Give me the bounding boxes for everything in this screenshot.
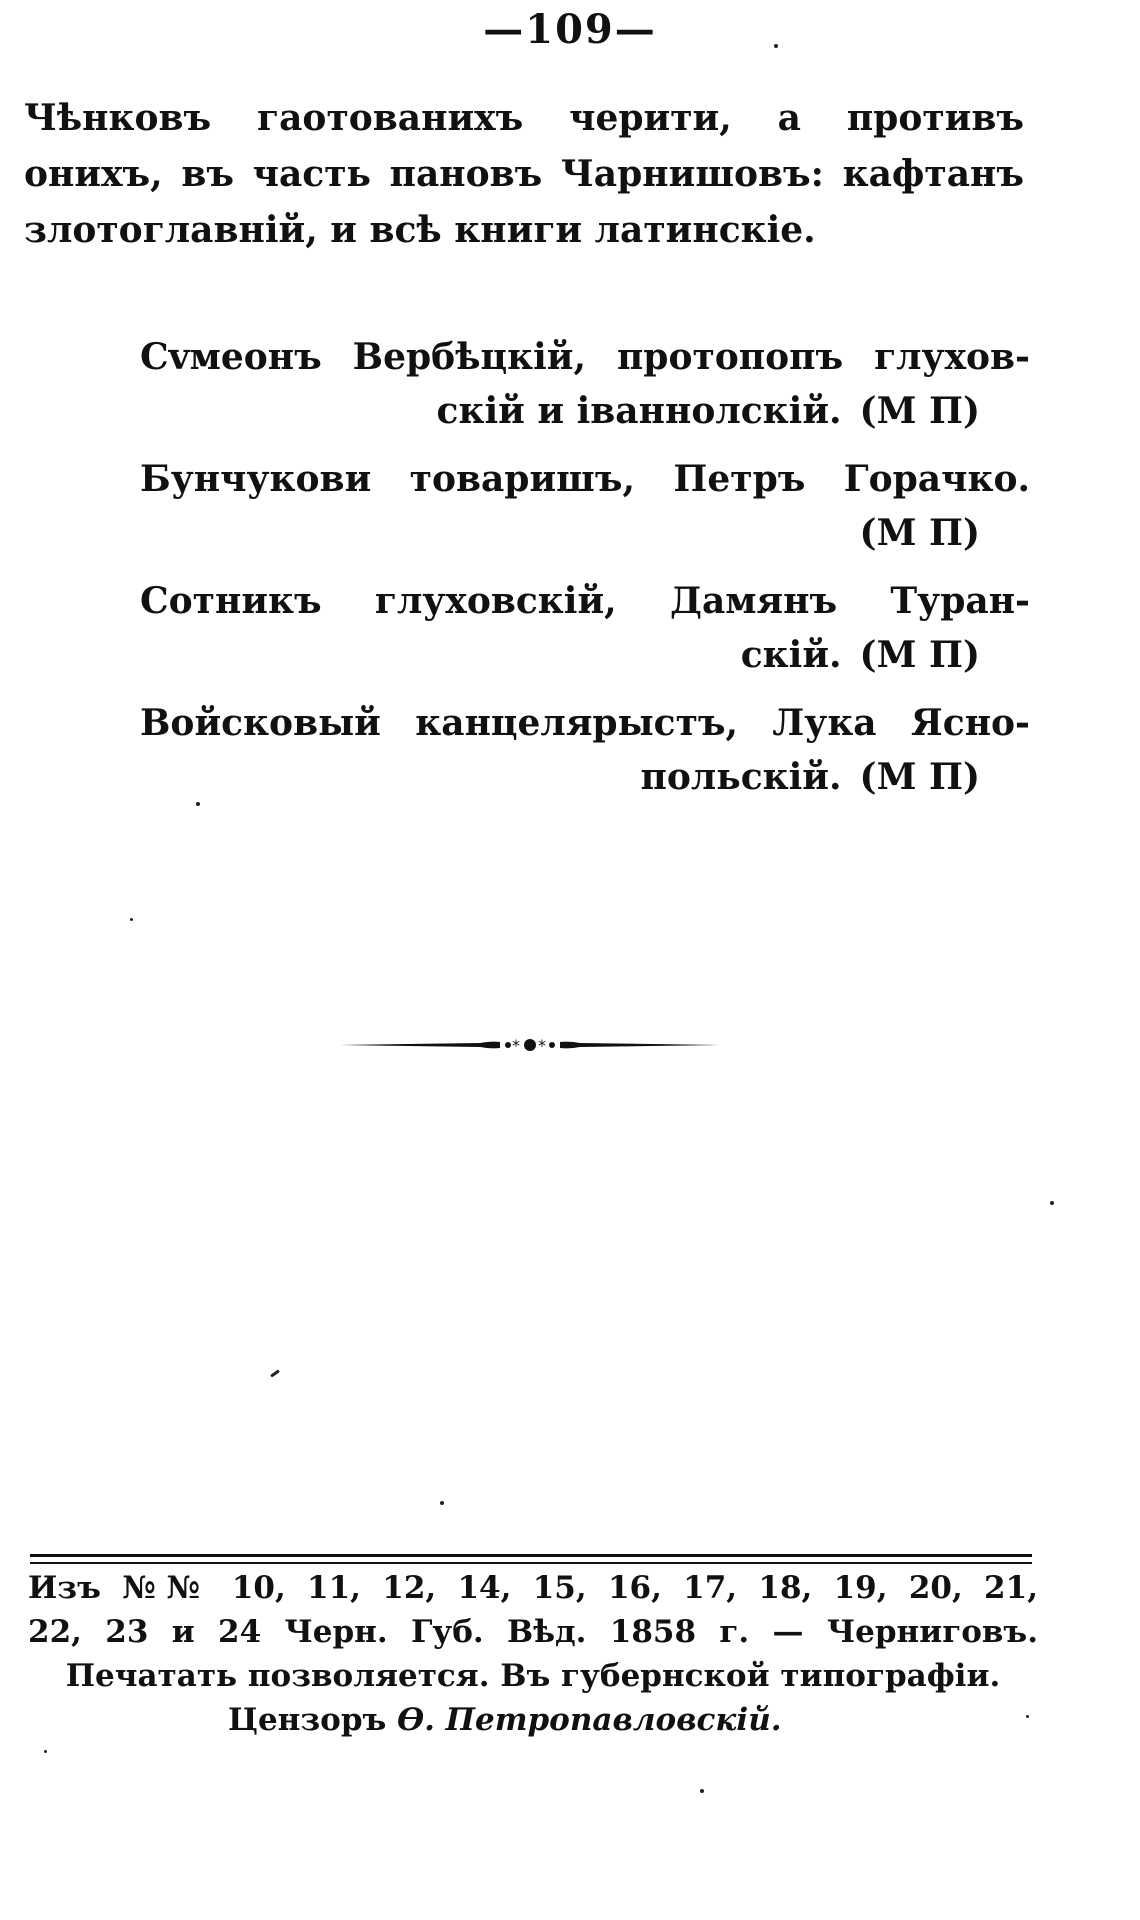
censor-name: Ѳ. Петропавловскій.: [397, 1702, 782, 1738]
scan-speck: [270, 1369, 280, 1377]
signature-entry: [140, 574, 1030, 682]
scan-speck: [700, 1789, 704, 1793]
signature-line: Войсковый канцелярыстъ, Лука Ясно-: [140, 702, 1030, 744]
double-rule-bottom: [30, 1562, 1032, 1564]
colophon-line: Изъ №№ 10, 11, 12, 14, 15, 16, 17, 18, 19, 20, 21,: [28, 1570, 1038, 1606]
censor-label: Цензоръ: [228, 1702, 387, 1738]
signature-line-end: [140, 628, 1030, 682]
signature-entry: [140, 696, 1030, 804]
scan-speck: [196, 802, 200, 806]
seal-mark: (М П): [859, 390, 980, 432]
scan-speck: [130, 918, 133, 921]
signature-entry: [140, 330, 1030, 438]
svg-text:*: *: [538, 1036, 546, 1055]
scan-speck: [774, 44, 778, 48]
intro-line: Чѣнковъ гаотованихъ черити, а противъ: [24, 97, 1024, 139]
signature-line: Бунчукови товаришъ, Петръ Горачко.: [140, 458, 1030, 500]
intro-paragraph: [24, 90, 1024, 258]
colophon-line: Печатать позволяется. Въ губернской типографіи.: [65, 1658, 1001, 1694]
scan-speck: [1026, 1715, 1029, 1718]
signature-line: скій и іваннолскій.: [436, 390, 842, 432]
signature-line: польскій.: [640, 756, 842, 798]
seal-mark: (М П): [859, 756, 980, 798]
scan-speck: [440, 1501, 444, 1505]
intro-line: онихъ, въ часть пановъ Чарнишовъ: кафтанъ: [24, 153, 1024, 195]
double-rule-top: [30, 1554, 1032, 1557]
signature-line: Сvмеонъ Вербѣцкій, протопопъ глухов-: [140, 336, 1030, 378]
signature-line-end: [140, 384, 1030, 438]
signature-line-end: [140, 750, 1030, 804]
signature-line: скій.: [740, 634, 842, 676]
signature-line: Сотникъ глуховскій, Дамянъ Туран-: [140, 580, 1030, 622]
svg-text:*: *: [512, 1036, 520, 1055]
censor-line: [28, 1698, 1038, 1742]
ornamental-divider-icon: [340, 1030, 720, 1060]
scan-speck: [1050, 1201, 1054, 1205]
scan-speck: [44, 1750, 47, 1753]
seal-mark: (М П): [859, 512, 980, 554]
signature-entry: [140, 452, 1030, 560]
colophon: [28, 1566, 1038, 1742]
signature-list: [140, 330, 1030, 818]
seal-mark: (М П): [859, 634, 980, 676]
intro-line: злотоглавній, и всѣ книги латинскіе.: [24, 209, 816, 251]
colophon-line: 22, 23 и 24 Черн. Губ. Вѣд. 1858 г. — Черниговъ.: [28, 1614, 1038, 1650]
signature-line-end: [140, 506, 1030, 560]
page-number: —109—: [483, 6, 657, 53]
